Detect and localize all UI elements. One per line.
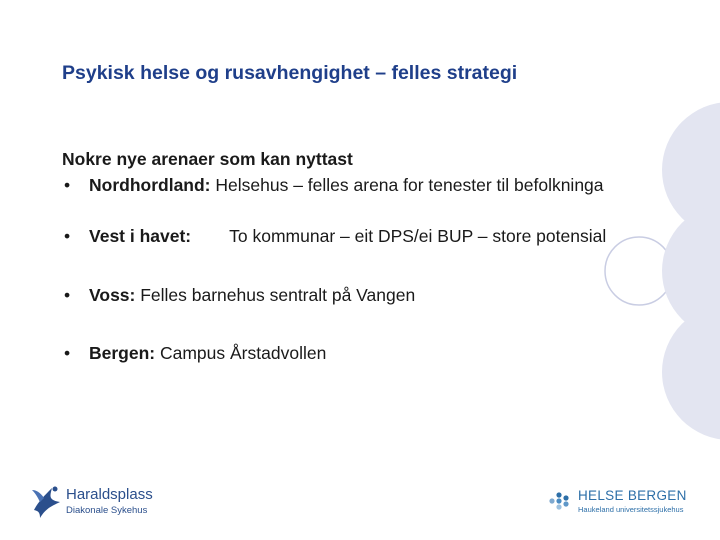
bullet-item <box>62 284 622 307</box>
bullet-label: Voss: <box>89 285 136 305</box>
haraldsplass-logo <box>30 480 160 522</box>
haraldsplass-logo-name: Haraldsplass <box>66 486 153 503</box>
helse-bergen-logo <box>548 488 698 518</box>
haraldsplass-dove-icon <box>30 480 64 520</box>
bullet-text: Helsehus – felles arena for tenester til befolkninga <box>210 175 604 195</box>
intro-heading: Nokre nye arenaer som kan nyttast <box>62 149 353 169</box>
haraldsplass-logo-subtitle: Diakonale Sykehus <box>66 505 148 516</box>
slide-content <box>62 148 622 365</box>
bullet-text: Campus Årstadvollen <box>155 343 327 363</box>
bullet-dot: • <box>64 226 71 246</box>
bullet-item <box>62 225 622 248</box>
helse-bergen-dots-icon <box>548 490 574 512</box>
bullet-dot: • <box>64 285 71 305</box>
bullet-item <box>62 342 622 365</box>
helse-bergen-logo-subtitle: Haukeland universitetssjukehus <box>578 505 684 514</box>
bullet-text: To kommunar – eit DPS/ei BUP – store potensial <box>229 226 607 246</box>
bullet-label: Bergen: <box>89 343 156 363</box>
bullet-label: Vest i havet: <box>89 226 192 246</box>
bullet-text: Felles barnehus sentralt på Vangen <box>135 285 416 305</box>
helse-bergen-logo-name: HELSE BERGEN <box>578 488 687 503</box>
bullet-label: Nordhordland: <box>89 175 211 195</box>
decorative-circles <box>580 0 720 540</box>
decorative-circle <box>662 304 720 440</box>
bullet-dot: • <box>64 175 71 195</box>
page-title: Psykisk helse og rusavhengighet – felles strategi <box>62 62 518 84</box>
bullet-dot: • <box>64 343 71 363</box>
bullet-item <box>62 174 622 197</box>
